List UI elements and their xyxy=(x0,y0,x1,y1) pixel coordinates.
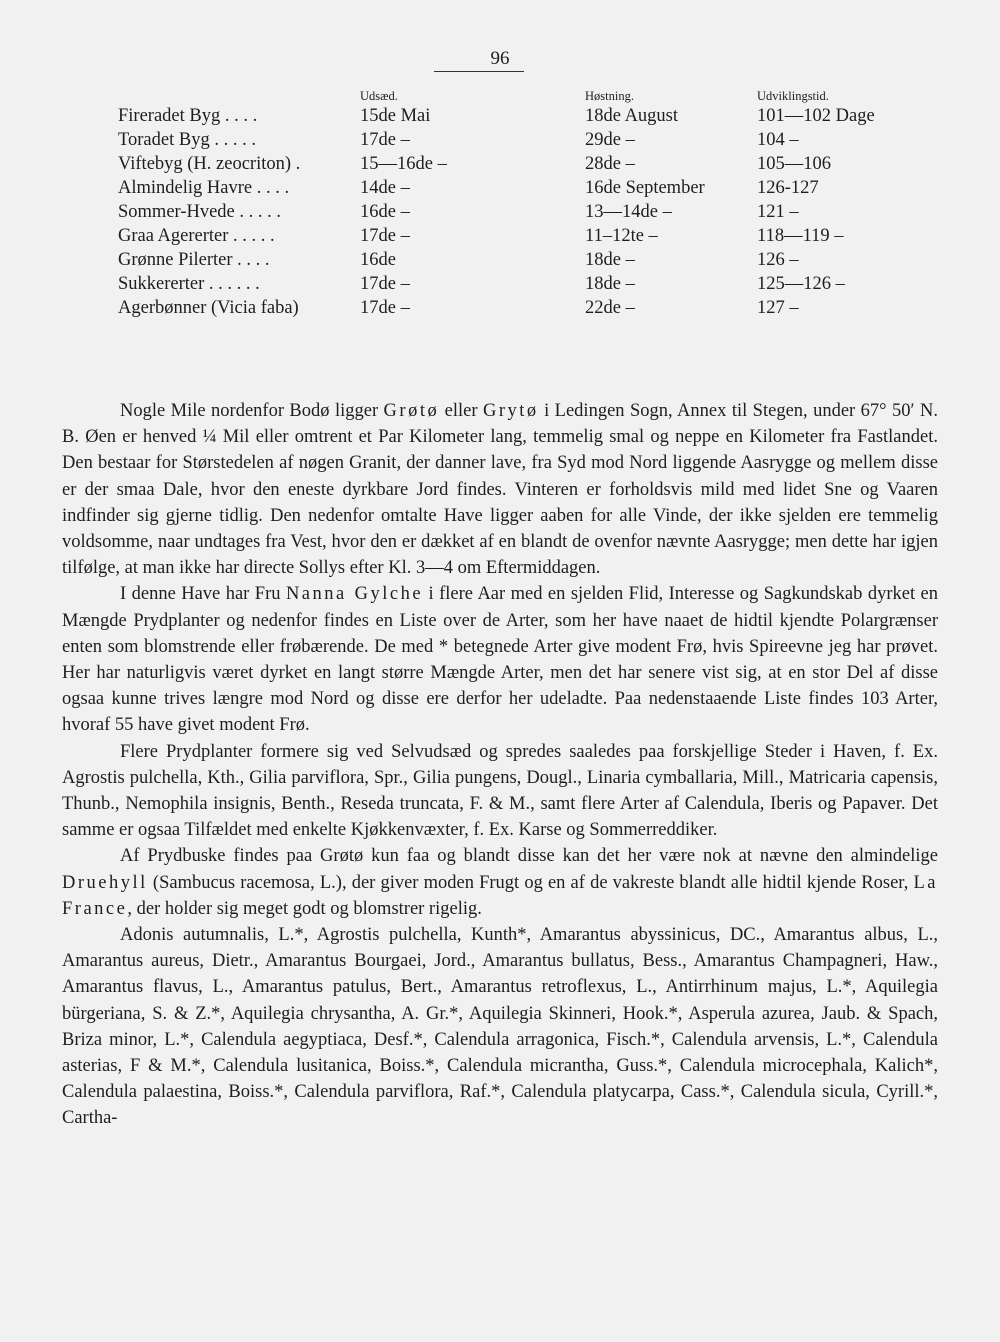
text-span: , der holder sig meget godt og blomstrer rigelig. xyxy=(127,898,482,919)
development-time: 126 – xyxy=(757,250,799,270)
header-sown: Udsæd. xyxy=(360,89,398,103)
place-name-groto: Grøtø xyxy=(383,401,440,421)
table-row xyxy=(118,272,917,296)
text-span: i Ledingen Sogn, Annex til Stegen, under 67° 50′ N. B. Øen er henved ¼ Mil eller omtrent et Par Kilometer lang, temmelig smal og neppe en Kilometer fra Fastlandet. Den bestaar for Størstedelen af nøgen Granit, der danner lave, fra Syd mod Nord liggende Aasrygge og mellem disse er der smaa Dale, hvor den eneste dyrkbare Jord findes. Vinteren er forholdsvis mild med lidet Sne og Vaaren indfinder sig gjerne tidlig. Den nedenfor omtalte Have ligger aaben for alle Vinde, der ikke sjelden ere temmelig voldsomme, naar undtages fra Vest, hvor den er dækket af en blandt de ovenfor nævnte Aasrygge; men dette har igjen tilfølge, at man ikke har directe Sollys efter Kl. 3—4 om Eftermiddagen. xyxy=(62,401,938,579)
sown-date: 17de – xyxy=(360,298,410,318)
body-text xyxy=(62,398,938,1132)
table-header-row xyxy=(118,88,917,104)
text-span: (Sambucus racemosa, L.), der giver moden Frugt og en af de vakreste blandt alle hidtil kjende Roser, xyxy=(147,872,914,893)
table-row xyxy=(118,224,917,248)
harvest-date: 18de – xyxy=(585,250,635,270)
table-row xyxy=(118,248,917,272)
crop-name: Sommer-Hvede . . . . . xyxy=(118,202,282,222)
table-row xyxy=(118,176,917,200)
page-number-rule xyxy=(434,71,524,72)
harvest-date: 29de – xyxy=(585,130,635,150)
table-row xyxy=(118,152,917,176)
development-time: 126-127 xyxy=(757,178,819,198)
person-name: Nanna Gylche xyxy=(285,584,424,605)
harvest-date: 18de – xyxy=(585,274,635,294)
paragraph-species-list: Adonis autumnalis, L.*, Agrostis pulchella, Kunth*, Amarantus abyssinicus, DC., Amarantus albus, L., Amarantus aureus, Dietr., Amarantus Bourgaei, Jord., Amarantus bullatus, Bess., Amarantus Champagneri, Haw., Amarantus flavus, L., Amarantus patulus, Bert., Amarantus retroflexus, L., Antirrhinum majus, L.*, Aquilegia bürgeriana, S. & Z.*, Aquilegia chrysantha, A. Gr.*, Aquilegia Skinneri, Hook.*, Asperula azurea, Jaub. & Spach, Briza minor, L.*, Calendula aegyptiaca, Desf.*, Calendula arragonica, Fisch.*, Calendula arvensis, L.*, Calendula asterias, F & M.*, Calendula lusitanica, Boiss.*, Calendula micrantha, Guss.*, Calendula microcephala, Kalich*, Calendula palaestina, Boiss.*, Calendula parviflora, Raf.*, Calendula platycarpa, Cass.*, Calendula sicula, Cyrill.*, Cartha- xyxy=(62,925,938,1129)
crop-name: Agerbønner (Vicia faba) xyxy=(118,298,299,318)
crop-name: Sukkererter . . . . . . xyxy=(118,274,260,294)
crop-name: Toradet Byg . . . . . xyxy=(118,130,256,150)
crop-name: Grønne Pilerter . . . . xyxy=(118,250,270,270)
crop-name: Almindelig Havre . . . . xyxy=(118,178,290,198)
development-time: 127 – xyxy=(757,298,799,318)
text-span: i flere Aar med en sjelden Flid, Interesse og Sagkundskab dyrket en Mængde Prydplanter og nedenfor findes en Liste over de Arter, som her have naaet de hidtil kjendte Polargrænser enten som blomstrende eller frøbærende. De med * betegnede Arter give modent Frø, hvis Spireevne jeg har prøvet. Her har naturligvis været dyrket en langt større Mængde Arter, men det har senere vist sig, at en stor Del af disse ogsaa kunne trives længre mod Nord og disse ere derfor her udeladte. Paa nedenstaaende Liste findes 103 Arter, hvoraf 55 have givet modent Frø. xyxy=(62,584,938,736)
harvest-date: 11–12te – xyxy=(585,226,658,246)
sown-date: 17de – xyxy=(360,130,410,150)
sown-date: 17de – xyxy=(360,274,410,294)
table-row xyxy=(118,128,917,152)
sown-date: 15—16de – xyxy=(360,154,447,174)
development-time: 121 – xyxy=(757,202,799,222)
page-number: 96 xyxy=(490,48,510,69)
development-time: 105—106 xyxy=(757,154,831,174)
rose-name-la-france: La France xyxy=(62,872,938,919)
harvest-date: 13—14de – xyxy=(585,202,672,222)
text-span: I denne Have har Fru xyxy=(120,584,286,605)
development-time: 104 – xyxy=(757,130,799,150)
sown-date: 16de xyxy=(360,250,396,270)
development-time: 125—126 – xyxy=(757,274,845,294)
crop-development-table xyxy=(118,88,917,320)
place-name-gryto: Grytø xyxy=(482,401,539,421)
crop-name: Graa Agererter . . . . . xyxy=(118,226,275,246)
harvest-date: 28de – xyxy=(585,154,635,174)
crop-name: Fireradet Byg . . . . xyxy=(118,106,258,126)
paragraph-garden xyxy=(62,581,938,738)
sown-date: 15de Mai xyxy=(360,106,431,126)
header-harvest: Høstning. xyxy=(585,89,634,103)
sown-date: 17de – xyxy=(360,226,410,246)
harvest-date: 18de August xyxy=(585,106,679,126)
text-span: Nogle Mile nordenfor Bodø ligger xyxy=(120,401,384,421)
crop-name: Viftebyg (H. zeocriton) . xyxy=(118,154,301,174)
paragraph-self-seeding: Flere Prydplanter formere sig ved Selvudsæd og spredes saaledes paa forskjellige Steder i Haven, f. Ex. Agrostis pulchella, Kth., Gilia parviflora, Spr., Gilia pungens, Dougl., Linaria cymballaria, Mill., Matricaria capensis, Thunb., Nemophila insignis, Benth., Reseda truncata, F. & M., samt flere Arter af Calendula, Iberis og Papaver. Det samme er ogsaa Tilfældet med enkelte Kjøkkenvæxter, f. Ex. Karse og Sommerreddiker. xyxy=(62,741,938,841)
harvest-date: 22de – xyxy=(585,298,635,318)
text-span: eller xyxy=(439,401,483,421)
sown-date: 14de – xyxy=(360,178,410,198)
table-row xyxy=(118,104,917,128)
development-time: 118—119 – xyxy=(757,226,844,246)
paragraph-groto-description xyxy=(62,398,938,581)
plant-name-druehyll: Druehyll xyxy=(62,872,148,893)
development-time: 101—102 Dage xyxy=(757,106,875,126)
table-row xyxy=(118,200,917,224)
text-span: Af Prydbuske findes paa Grøtø kun faa og blandt disse kan det her være nok at nævne den almindelige xyxy=(120,846,938,867)
sown-date: 16de – xyxy=(360,202,410,222)
header-crop xyxy=(118,88,360,104)
harvest-date: 16de September xyxy=(585,178,705,198)
paragraph-shrubs xyxy=(62,843,938,922)
header-development: Udviklingstid. xyxy=(757,89,829,103)
table-row xyxy=(118,296,917,320)
